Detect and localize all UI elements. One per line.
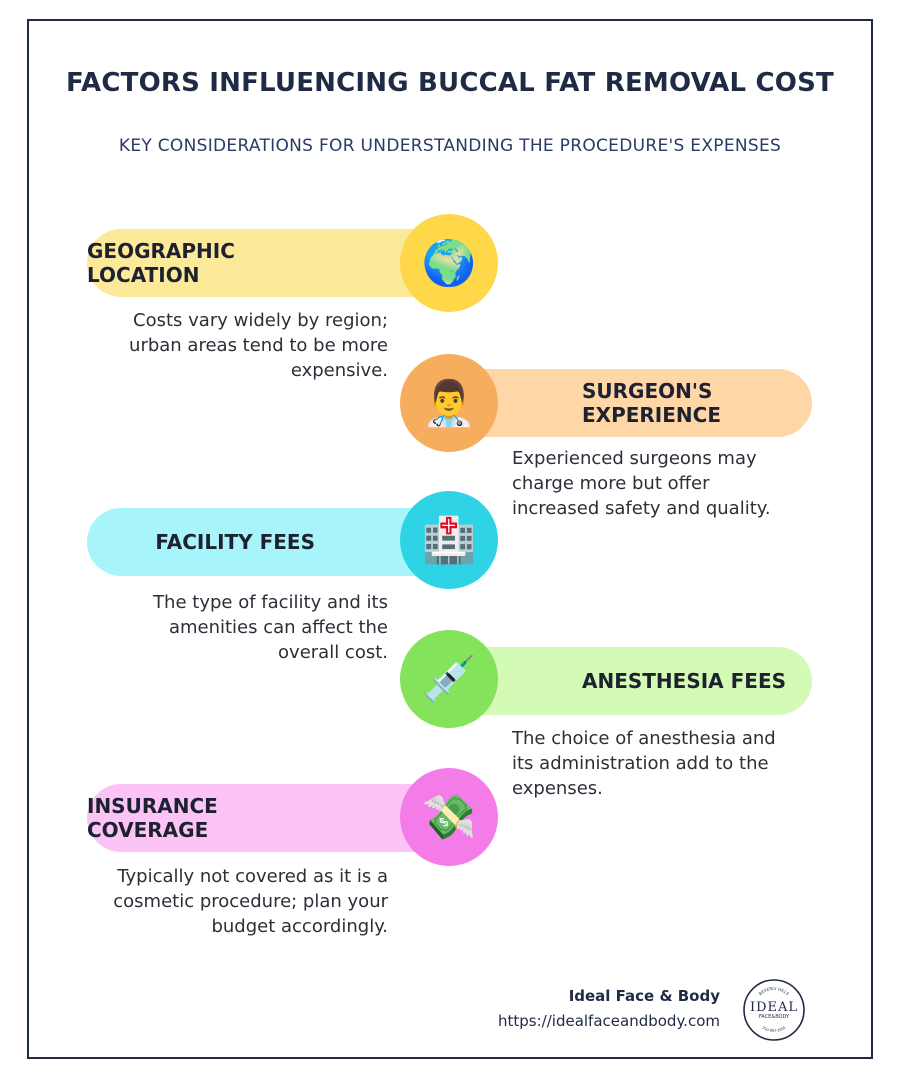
factor-pill-surgeons-experience [470, 369, 812, 437]
factor-description: Costs vary widely by region; urban areas tend to be more expensive. [129, 310, 388, 381]
factor-circle [400, 491, 498, 589]
factor-circle [400, 214, 498, 312]
footer-brand: Ideal Face & Body [568, 987, 720, 1005]
brand-logo [742, 978, 806, 1042]
factor-description: The type of facility and its amenities can affect the overall cost. [153, 592, 388, 663]
factor-circle [400, 354, 498, 452]
factor-pill-facility-fees [87, 508, 427, 576]
doctor-icon: 👨‍⚕️ [421, 378, 477, 429]
factor-circle [400, 630, 498, 728]
factor-label: SURGEON'S EXPERIENCE [582, 379, 721, 427]
page-subtitle: KEY CONSIDERATIONS FOR UNDERSTANDING THE PROCEDURE'S EXPENSES [118, 136, 782, 156]
factor-pill-geographic-location [87, 229, 427, 297]
factor-label: GEOGRAPHIC LOCATION [87, 239, 235, 287]
hospital-icon: 🏥 [421, 515, 477, 566]
logo-main-text: IDEAL [749, 1000, 799, 1015]
logo-sub-text: FACE&BODY [758, 1014, 790, 1020]
globe-icon: 🌍 [421, 238, 477, 289]
factor-description: Experienced surgeons may charge more but offer increased safety and quality. [512, 448, 771, 519]
factor-label: FACILITY FEES [155, 530, 315, 554]
factor-description: The choice of anesthesia and its administration add to the expenses. [512, 728, 776, 799]
money-with-wings-icon: 💸 [421, 792, 477, 843]
factor-pill-anesthesia-fees [470, 647, 812, 715]
factor-label: ANESTHESIA FEES [582, 669, 787, 693]
syringe-icon: 💉 [421, 654, 477, 705]
logo-bottom-text: 310-997-3555 [761, 1025, 787, 1034]
page-title: FACTORS INFLUENCING BUCCAL FAT REMOVAL COST [66, 68, 834, 98]
logo-top-text: BEVERLY HILLS [757, 985, 791, 997]
factor-label: INSURANCE COVERAGE [87, 794, 218, 842]
factor-description: Typically not covered as it is a cosmetic procedure; plan your budget accordingly. [113, 866, 388, 937]
factor-circle [400, 768, 498, 866]
footer-url[interactable]: https://idealfaceandbody.com [498, 1012, 720, 1030]
factor-pill-insurance-coverage [87, 784, 427, 852]
